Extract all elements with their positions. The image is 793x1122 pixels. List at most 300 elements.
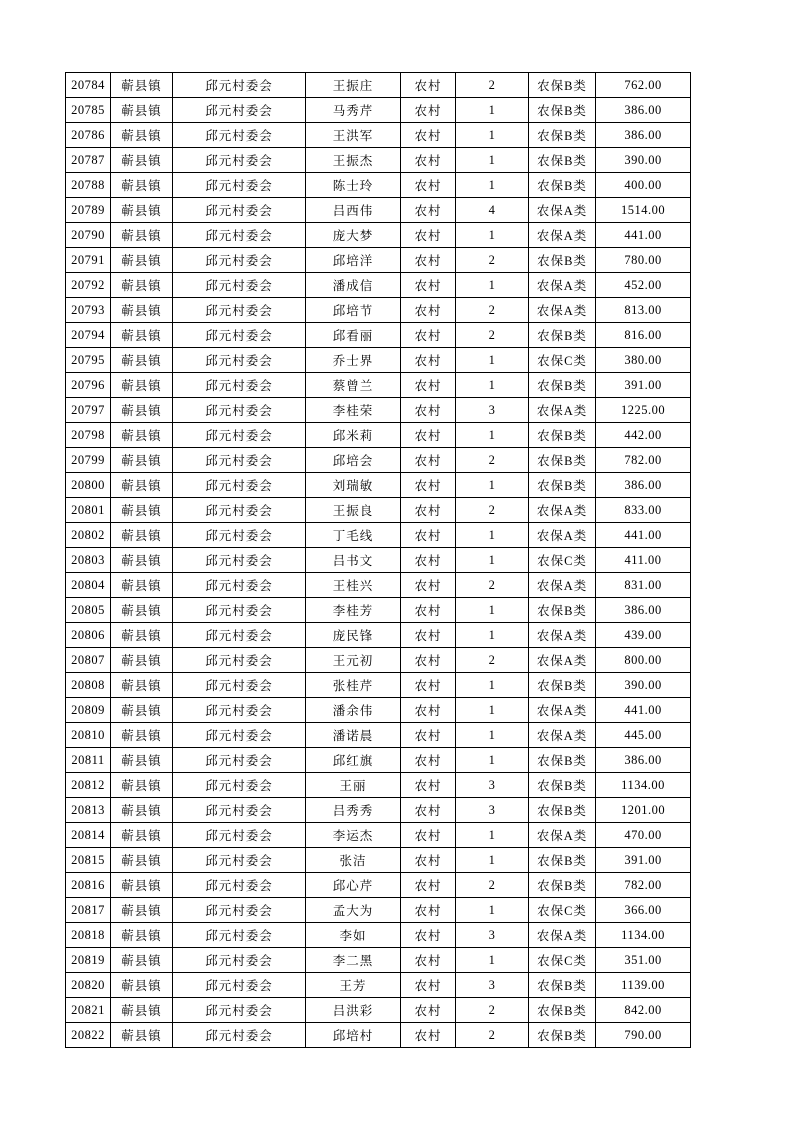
cell-count: 3 [456, 973, 529, 998]
cell-type: 农村 [401, 198, 456, 223]
cell-town: 蕲县镇 [111, 873, 173, 898]
cell-id: 20820 [66, 973, 111, 998]
benefits-table-body [66, 73, 691, 1048]
cell-village: 邱元村委会 [173, 798, 306, 823]
table-row [66, 273, 691, 298]
cell-amount: 816.00 [596, 323, 691, 348]
cell-count: 1 [456, 148, 529, 173]
table-row [66, 448, 691, 473]
cell-count: 1 [456, 423, 529, 448]
cell-village: 邱元村委会 [173, 348, 306, 373]
cell-category: 农保A类 [529, 398, 596, 423]
cell-name: 刘瑞敏 [306, 473, 401, 498]
cell-village: 邱元村委会 [173, 898, 306, 923]
cell-amount: 380.00 [596, 348, 691, 373]
cell-category: 农保B类 [529, 598, 596, 623]
cell-name: 丁毛线 [306, 523, 401, 548]
cell-count: 1 [456, 598, 529, 623]
cell-town: 蕲县镇 [111, 848, 173, 873]
cell-category: 农保B类 [529, 173, 596, 198]
cell-id: 20794 [66, 323, 111, 348]
cell-category: 农保B类 [529, 473, 596, 498]
cell-name: 邱红旗 [306, 748, 401, 773]
cell-id: 20805 [66, 598, 111, 623]
cell-id: 20819 [66, 948, 111, 973]
cell-count: 1 [456, 548, 529, 573]
cell-village: 邱元村委会 [173, 323, 306, 348]
table-row [66, 898, 691, 923]
cell-amount: 1514.00 [596, 198, 691, 223]
cell-village: 邱元村委会 [173, 723, 306, 748]
cell-name: 马秀芹 [306, 98, 401, 123]
cell-village: 邱元村委会 [173, 223, 306, 248]
table-row [66, 823, 691, 848]
table-row [66, 98, 691, 123]
cell-amount: 400.00 [596, 173, 691, 198]
cell-village: 邱元村委会 [173, 673, 306, 698]
cell-amount: 1201.00 [596, 798, 691, 823]
cell-count: 2 [456, 1023, 529, 1048]
cell-type: 农村 [401, 498, 456, 523]
cell-name: 邱培村 [306, 1023, 401, 1048]
cell-name: 李二黑 [306, 948, 401, 973]
cell-type: 农村 [401, 148, 456, 173]
cell-id: 20784 [66, 73, 111, 98]
cell-type: 农村 [401, 398, 456, 423]
cell-amount: 442.00 [596, 423, 691, 448]
cell-name: 张洁 [306, 848, 401, 873]
table-row [66, 323, 691, 348]
cell-count: 1 [456, 523, 529, 548]
cell-count: 1 [456, 848, 529, 873]
cell-id: 20821 [66, 998, 111, 1023]
cell-count: 3 [456, 798, 529, 823]
cell-count: 1 [456, 98, 529, 123]
cell-name: 王丽 [306, 773, 401, 798]
cell-id: 20807 [66, 648, 111, 673]
cell-category: 农保A类 [529, 623, 596, 648]
cell-town: 蕲县镇 [111, 648, 173, 673]
cell-type: 农村 [401, 223, 456, 248]
cell-village: 邱元村委会 [173, 823, 306, 848]
cell-count: 1 [456, 823, 529, 848]
cell-category: 农保C类 [529, 348, 596, 373]
cell-name: 王振庄 [306, 73, 401, 98]
table-row [66, 548, 691, 573]
cell-count: 4 [456, 198, 529, 223]
table-row [66, 623, 691, 648]
cell-village: 邱元村委会 [173, 73, 306, 98]
cell-village: 邱元村委会 [173, 848, 306, 873]
cell-village: 邱元村委会 [173, 98, 306, 123]
cell-count: 1 [456, 273, 529, 298]
cell-count: 2 [456, 73, 529, 98]
cell-name: 邱看丽 [306, 323, 401, 348]
cell-type: 农村 [401, 748, 456, 773]
cell-id: 20814 [66, 823, 111, 848]
cell-town: 蕲县镇 [111, 273, 173, 298]
cell-category: 农保B类 [529, 773, 596, 798]
cell-name: 王芳 [306, 973, 401, 998]
table-row [66, 523, 691, 548]
cell-name: 王振良 [306, 498, 401, 523]
cell-amount: 386.00 [596, 98, 691, 123]
cell-id: 20787 [66, 148, 111, 173]
cell-count: 1 [456, 223, 529, 248]
cell-name: 吕西伟 [306, 198, 401, 223]
cell-type: 农村 [401, 898, 456, 923]
cell-town: 蕲县镇 [111, 1023, 173, 1048]
cell-amount: 441.00 [596, 698, 691, 723]
cell-category: 农保B类 [529, 423, 596, 448]
cell-category: 农保A类 [529, 648, 596, 673]
cell-type: 农村 [401, 798, 456, 823]
cell-id: 20788 [66, 173, 111, 198]
cell-village: 邱元村委会 [173, 598, 306, 623]
cell-name: 乔士界 [306, 348, 401, 373]
cell-id: 20817 [66, 898, 111, 923]
cell-count: 1 [456, 623, 529, 648]
table-row [66, 748, 691, 773]
table-row [66, 298, 691, 323]
cell-name: 李如 [306, 923, 401, 948]
cell-type: 农村 [401, 173, 456, 198]
cell-name: 李桂芳 [306, 598, 401, 623]
cell-village: 邱元村委会 [173, 498, 306, 523]
cell-id: 20799 [66, 448, 111, 473]
cell-category: 农保B类 [529, 248, 596, 273]
cell-name: 潘余伟 [306, 698, 401, 723]
cell-town: 蕲县镇 [111, 123, 173, 148]
cell-amount: 441.00 [596, 523, 691, 548]
cell-name: 孟大为 [306, 898, 401, 923]
cell-id: 20812 [66, 773, 111, 798]
cell-category: 农保B类 [529, 373, 596, 398]
benefits-table [65, 72, 691, 1048]
cell-category: 农保B类 [529, 323, 596, 348]
cell-town: 蕲县镇 [111, 523, 173, 548]
cell-type: 农村 [401, 998, 456, 1023]
cell-category: 农保B类 [529, 798, 596, 823]
cell-category: 农保A类 [529, 723, 596, 748]
cell-count: 2 [456, 323, 529, 348]
cell-amount: 411.00 [596, 548, 691, 573]
cell-category: 农保A类 [529, 498, 596, 523]
cell-name: 吕洪彩 [306, 998, 401, 1023]
cell-count: 1 [456, 348, 529, 373]
cell-category: 农保B类 [529, 448, 596, 473]
cell-category: 农保B类 [529, 673, 596, 698]
cell-count: 2 [456, 873, 529, 898]
cell-category: 农保A类 [529, 298, 596, 323]
cell-town: 蕲县镇 [111, 98, 173, 123]
cell-category: 农保A类 [529, 923, 596, 948]
cell-village: 邱元村委会 [173, 1023, 306, 1048]
cell-amount: 390.00 [596, 148, 691, 173]
cell-type: 农村 [401, 873, 456, 898]
cell-name: 王元初 [306, 648, 401, 673]
cell-type: 农村 [401, 1023, 456, 1048]
cell-town: 蕲县镇 [111, 773, 173, 798]
cell-type: 农村 [401, 773, 456, 798]
cell-town: 蕲县镇 [111, 423, 173, 448]
cell-id: 20808 [66, 673, 111, 698]
cell-category: 农保B类 [529, 98, 596, 123]
cell-town: 蕲县镇 [111, 973, 173, 998]
cell-type: 农村 [401, 98, 456, 123]
cell-amount: 800.00 [596, 648, 691, 673]
cell-amount: 439.00 [596, 623, 691, 648]
cell-village: 邱元村委会 [173, 398, 306, 423]
table-row [66, 473, 691, 498]
cell-name: 邱培节 [306, 298, 401, 323]
cell-name: 邱培洋 [306, 248, 401, 273]
cell-village: 邱元村委会 [173, 548, 306, 573]
cell-amount: 1134.00 [596, 773, 691, 798]
table-row [66, 598, 691, 623]
cell-town: 蕲县镇 [111, 748, 173, 773]
cell-count: 3 [456, 923, 529, 948]
cell-village: 邱元村委会 [173, 623, 306, 648]
cell-town: 蕲县镇 [111, 248, 173, 273]
cell-count: 2 [456, 648, 529, 673]
cell-amount: 390.00 [596, 673, 691, 698]
cell-amount: 351.00 [596, 948, 691, 973]
cell-id: 20795 [66, 348, 111, 373]
cell-id: 20803 [66, 548, 111, 573]
cell-category: 农保C类 [529, 948, 596, 973]
table-row [66, 173, 691, 198]
cell-category: 农保B类 [529, 998, 596, 1023]
cell-type: 农村 [401, 848, 456, 873]
cell-name: 李桂荣 [306, 398, 401, 423]
cell-name: 张桂芹 [306, 673, 401, 698]
cell-type: 农村 [401, 273, 456, 298]
cell-village: 邱元村委会 [173, 873, 306, 898]
cell-village: 邱元村委会 [173, 973, 306, 998]
cell-village: 邱元村委会 [173, 473, 306, 498]
cell-town: 蕲县镇 [111, 798, 173, 823]
cell-id: 20816 [66, 873, 111, 898]
table-row [66, 848, 691, 873]
cell-category: 农保B类 [529, 73, 596, 98]
table-row [66, 1023, 691, 1048]
cell-amount: 366.00 [596, 898, 691, 923]
cell-town: 蕲县镇 [111, 673, 173, 698]
cell-id: 20798 [66, 423, 111, 448]
cell-count: 2 [456, 998, 529, 1023]
cell-amount: 470.00 [596, 823, 691, 848]
cell-name: 潘诺晨 [306, 723, 401, 748]
cell-id: 20815 [66, 848, 111, 873]
table-row [66, 248, 691, 273]
cell-town: 蕲县镇 [111, 548, 173, 573]
table-row [66, 423, 691, 448]
cell-category: 农保B类 [529, 123, 596, 148]
cell-amount: 1139.00 [596, 973, 691, 998]
cell-town: 蕲县镇 [111, 598, 173, 623]
cell-amount: 782.00 [596, 873, 691, 898]
table-row [66, 73, 691, 98]
cell-category: 农保B类 [529, 148, 596, 173]
cell-amount: 833.00 [596, 498, 691, 523]
cell-category: 农保A类 [529, 198, 596, 223]
cell-village: 邱元村委会 [173, 248, 306, 273]
cell-village: 邱元村委会 [173, 573, 306, 598]
cell-type: 农村 [401, 423, 456, 448]
cell-name: 庞民锋 [306, 623, 401, 648]
cell-type: 农村 [401, 298, 456, 323]
cell-amount: 445.00 [596, 723, 691, 748]
cell-amount: 441.00 [596, 223, 691, 248]
cell-town: 蕲县镇 [111, 573, 173, 598]
cell-id: 20791 [66, 248, 111, 273]
cell-town: 蕲县镇 [111, 298, 173, 323]
cell-type: 农村 [401, 573, 456, 598]
cell-type: 农村 [401, 123, 456, 148]
table-row [66, 723, 691, 748]
cell-type: 农村 [401, 548, 456, 573]
cell-id: 20809 [66, 698, 111, 723]
cell-town: 蕲县镇 [111, 398, 173, 423]
table-row [66, 498, 691, 523]
cell-name: 陈士玲 [306, 173, 401, 198]
cell-amount: 762.00 [596, 73, 691, 98]
table-row [66, 923, 691, 948]
cell-town: 蕲县镇 [111, 898, 173, 923]
cell-category: 农保B类 [529, 973, 596, 998]
cell-count: 1 [456, 373, 529, 398]
cell-category: 农保A类 [529, 223, 596, 248]
cell-count: 1 [456, 898, 529, 923]
cell-name: 吕秀秀 [306, 798, 401, 823]
cell-category: 农保A类 [529, 823, 596, 848]
cell-id: 20802 [66, 523, 111, 548]
cell-count: 2 [456, 498, 529, 523]
cell-type: 农村 [401, 948, 456, 973]
cell-name: 王洪军 [306, 123, 401, 148]
cell-village: 邱元村委会 [173, 148, 306, 173]
cell-village: 邱元村委会 [173, 298, 306, 323]
cell-name: 邱培会 [306, 448, 401, 473]
table-row [66, 773, 691, 798]
cell-town: 蕲县镇 [111, 723, 173, 748]
cell-id: 20822 [66, 1023, 111, 1048]
cell-name: 庞大梦 [306, 223, 401, 248]
cell-id: 20811 [66, 748, 111, 773]
cell-type: 农村 [401, 698, 456, 723]
table-row [66, 648, 691, 673]
cell-amount: 386.00 [596, 123, 691, 148]
cell-amount: 782.00 [596, 448, 691, 473]
cell-amount: 1225.00 [596, 398, 691, 423]
cell-type: 农村 [401, 323, 456, 348]
cell-id: 20810 [66, 723, 111, 748]
cell-type: 农村 [401, 348, 456, 373]
cell-name: 蔡曾兰 [306, 373, 401, 398]
table-row [66, 148, 691, 173]
table-row [66, 673, 691, 698]
cell-count: 2 [456, 298, 529, 323]
cell-id: 20801 [66, 498, 111, 523]
cell-category: 农保B类 [529, 873, 596, 898]
cell-amount: 842.00 [596, 998, 691, 1023]
cell-id: 20786 [66, 123, 111, 148]
cell-town: 蕲县镇 [111, 373, 173, 398]
cell-name: 王振杰 [306, 148, 401, 173]
table-row [66, 223, 691, 248]
cell-count: 3 [456, 398, 529, 423]
cell-name: 吕书文 [306, 548, 401, 573]
table-row [66, 123, 691, 148]
cell-amount: 391.00 [596, 848, 691, 873]
cell-village: 邱元村委会 [173, 523, 306, 548]
cell-category: 农保A类 [529, 273, 596, 298]
cell-id: 20793 [66, 298, 111, 323]
table-row [66, 348, 691, 373]
cell-count: 1 [456, 698, 529, 723]
cell-type: 农村 [401, 723, 456, 748]
cell-type: 农村 [401, 973, 456, 998]
cell-type: 农村 [401, 73, 456, 98]
cell-type: 农村 [401, 648, 456, 673]
cell-amount: 813.00 [596, 298, 691, 323]
cell-amount: 386.00 [596, 748, 691, 773]
cell-id: 20789 [66, 198, 111, 223]
cell-type: 农村 [401, 473, 456, 498]
cell-village: 邱元村委会 [173, 948, 306, 973]
cell-count: 1 [456, 748, 529, 773]
cell-amount: 831.00 [596, 573, 691, 598]
cell-amount: 1134.00 [596, 923, 691, 948]
cell-category: 农保A类 [529, 573, 596, 598]
cell-village: 邱元村委会 [173, 273, 306, 298]
cell-id: 20796 [66, 373, 111, 398]
cell-amount: 780.00 [596, 248, 691, 273]
cell-type: 农村 [401, 623, 456, 648]
cell-amount: 386.00 [596, 473, 691, 498]
table-row [66, 373, 691, 398]
cell-village: 邱元村委会 [173, 648, 306, 673]
cell-town: 蕲县镇 [111, 348, 173, 373]
cell-id: 20790 [66, 223, 111, 248]
cell-amount: 790.00 [596, 1023, 691, 1048]
cell-amount: 452.00 [596, 273, 691, 298]
cell-type: 农村 [401, 373, 456, 398]
cell-village: 邱元村委会 [173, 698, 306, 723]
cell-category: 农保A类 [529, 523, 596, 548]
cell-category: 农保B类 [529, 748, 596, 773]
cell-town: 蕲县镇 [111, 148, 173, 173]
cell-name: 李运杰 [306, 823, 401, 848]
table-row [66, 873, 691, 898]
cell-village: 邱元村委会 [173, 123, 306, 148]
cell-amount: 386.00 [596, 598, 691, 623]
table-row [66, 573, 691, 598]
cell-type: 农村 [401, 523, 456, 548]
cell-type: 农村 [401, 248, 456, 273]
cell-count: 2 [456, 448, 529, 473]
cell-count: 1 [456, 473, 529, 498]
cell-category: 农保C类 [529, 548, 596, 573]
cell-category: 农保A类 [529, 698, 596, 723]
cell-count: 3 [456, 773, 529, 798]
cell-count: 1 [456, 123, 529, 148]
cell-type: 农村 [401, 923, 456, 948]
cell-name: 邱米莉 [306, 423, 401, 448]
cell-id: 20806 [66, 623, 111, 648]
cell-count: 1 [456, 673, 529, 698]
